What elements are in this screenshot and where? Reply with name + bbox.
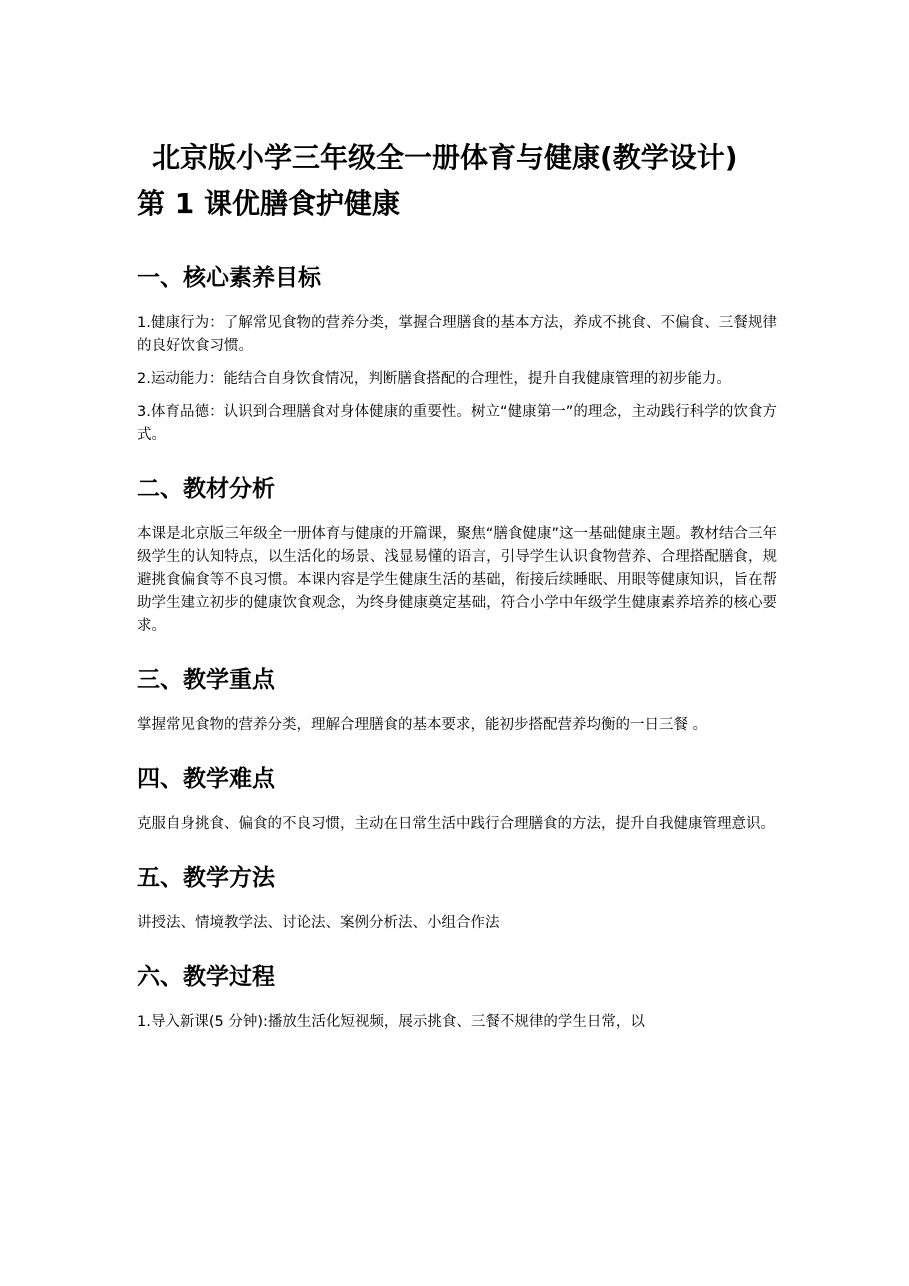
section-difficulties	[137, 763, 777, 836]
lesson-title: 第 1 课优膳食护健康	[137, 187, 400, 220]
section-heading: 三、教学重点	[137, 667, 275, 693]
section-heading: 一、核心素养目标	[137, 265, 321, 291]
section-heading: 五、教学方法	[137, 865, 275, 891]
section-heading: 四、教学难点	[137, 766, 275, 792]
section-key-points	[137, 664, 777, 737]
paragraph: 本课是北京版三年级全一册体育与健康的开篇课，聚焦“膳食健康”这一基础健康主题。教材结合三年级学生的认知特点，以生活化的场景、浅显易懂的语言，引导学生认识食物营养、合理搭配膳食，规避挑食偏食等不良习惯。本课内容是学生健康生活的基础，衔接后续睡眠、用眼等健康知识，旨在帮助学生建立初步的健康饮食观念，为终身健康奠定基础，符合小学中年级学生健康素养培养的核心要求。	[137, 526, 777, 634]
section-heading: 六、教学过程	[137, 964, 275, 990]
section-teaching-process	[137, 961, 777, 1034]
section-heading: 二、教材分析	[137, 476, 275, 502]
document-title: 北京版小学三年级全一册体育与健康(教学设计)	[152, 141, 738, 174]
document-body	[137, 262, 777, 1044]
section-core-goals	[137, 262, 777, 447]
section-material-analysis	[137, 473, 777, 638]
paragraph: 克服自身挑食、偏食的不良习惯，主动在日常生活中践行合理膳食的方法，提升自我健康管理意识。	[137, 816, 775, 832]
paragraph: 讲授法、情境教学法、讨论法、案例分析法、小组合作法	[137, 915, 500, 931]
paragraph: 1.健康行为：了解常见食物的营养分类，掌握合理膳食的基本方法，养成不挑食、不偏食、三餐规律的良好饮食习惯。	[137, 315, 777, 354]
paragraph: 3.体育品德：认识到合理膳食对身体健康的重要性。树立“健康第一”的理念，主动践行科学的饮食方式。	[137, 404, 777, 443]
paragraph: 掌握常见食物的营养分类，理解合理膳食的基本要求，能初步搭配营养均衡的一日三餐 。	[137, 717, 708, 733]
paragraph: 2.运动能力：能结合自身饮食情况，判断膳食搭配的合理性，提升自我健康管理的初步能力。	[137, 371, 731, 387]
paragraph: 1.导入新课(5 分钟):播放生活化短视频，展示挑食、三餐不规律的学生日常，以	[137, 1014, 645, 1030]
section-teaching-methods	[137, 862, 777, 935]
